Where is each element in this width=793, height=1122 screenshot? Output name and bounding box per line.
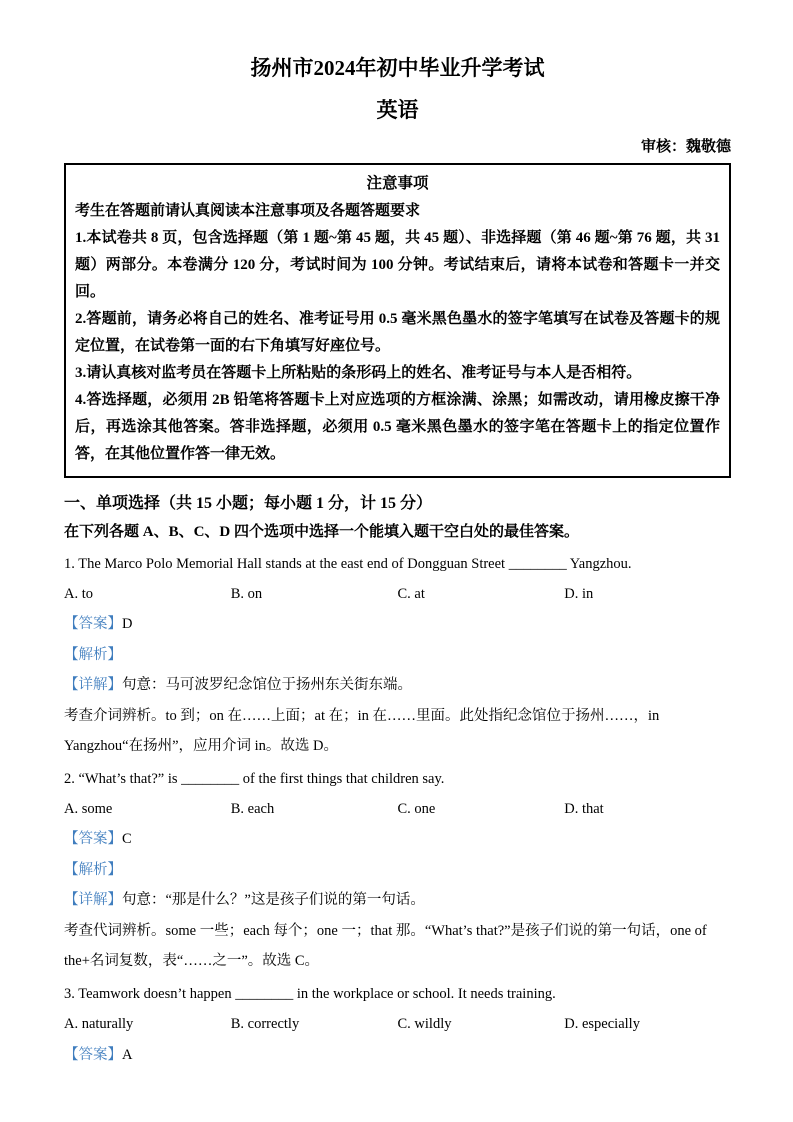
option: B. each	[230, 801, 275, 818]
option: A. to	[64, 585, 93, 602]
question-options	[64, 579, 731, 609]
explanation-text: 考查介词辨析。to 到；on 在……上面；at 在；in 在……里面。此处指纪念馆位于扬州……，in Yangzhou“在扬州”，应用介词 in。故选 D。	[64, 707, 660, 755]
question-block	[64, 549, 731, 762]
answer-row	[64, 609, 731, 639]
exam-subject: 英语	[376, 98, 419, 123]
option: C. one	[397, 801, 436, 818]
answer-value: C	[122, 831, 132, 848]
section-instruction: 在下列各题 A、B、C、D 四个选项中选择一个能填入题干空白处的最佳答案。	[64, 523, 580, 540]
questions-list	[64, 549, 731, 1070]
notice-item: 4.答选择题，必须用 2B 铅笔将答题卡上对应选项的方框涂满、涂黑；如需改动，请用橡皮擦干净后，再选涂其他答案。答非选择题，必须用 0.5 毫米黑色墨水的签字笔在答题卡上的指定位置作答，在其他位置作答一律无效。	[75, 392, 720, 463]
notice-title: 注意事项	[366, 175, 429, 193]
section-title: 一、单项选择（共 15 小题；每小题 1 分，计 15 分）	[64, 495, 433, 513]
question-stem: 3. Teamwork doesn’t happen ________ in the workplace or school. It needs training.	[64, 985, 556, 1002]
option: D. in	[564, 585, 594, 602]
option: D. that	[564, 801, 604, 818]
notice-intro: 考生在答题前请认真阅读本注意事项及各题答题要求	[75, 203, 421, 220]
notice-item: 2.答题前，请务必将自己的姓名、准考证号用 0.5 毫米黑色墨水的签字笔填写在试卷及答题卡的规定位置，在试卷第一面的右下角填写好座位号。	[75, 311, 720, 355]
option: B. on	[230, 585, 263, 602]
answer-value: A	[122, 1046, 133, 1063]
analysis-label: 【解析】	[64, 646, 122, 663]
question-block	[64, 764, 731, 977]
option: C. at	[397, 585, 425, 602]
exam-title: 扬州市2024年初中毕业升学考试	[250, 56, 545, 80]
option: D. especially	[564, 1016, 640, 1033]
detail-text: 句意：马可波罗纪念馆位于扬州东关街东端。	[122, 677, 412, 694]
detail-label: 【详解】	[64, 677, 122, 694]
notice-box	[64, 163, 731, 478]
analysis-row	[64, 640, 731, 670]
question-stem: 2. “What’s that?” is ________ of the first things that children say.	[64, 770, 445, 787]
answer-label: 【答案】	[64, 616, 122, 633]
answer-value: D	[122, 616, 133, 633]
analysis-row	[64, 855, 731, 885]
option: A. some	[64, 801, 113, 818]
answer-label: 【答案】	[64, 1046, 122, 1063]
answer-row	[64, 824, 731, 854]
detail-text: 句意：“那是什么？”这是孩子们说的第一句话。	[122, 892, 425, 909]
detail-label: 【详解】	[64, 892, 122, 909]
question-stem: 1. The Marco Polo Memorial Hall stands at the east end of Dongguan Street ________ Yangzhou.	[64, 555, 632, 572]
analysis-label: 【解析】	[64, 861, 122, 878]
question-options	[64, 794, 731, 824]
question-block	[64, 979, 731, 1070]
explanation-text: 考查代词辨析。some 一些；each 每个；one 一；that 那。“What’s that?”是孩子们说的第一句话，one of the+名词复数，表“……之一”。故选 C。	[64, 922, 707, 970]
option: C. wildly	[397, 1016, 452, 1033]
notice-item: 1.本试卷共 8 页，包含选择题（第 1 题~第 45 题，共 45 题）、非选择题（第 46 题~第 76 题，共 31 题）两部分。本卷满分 120 分，考试时间为 100 分钟。考试结束后，请将本试卷和答题卡一并交回。	[75, 230, 720, 301]
reviewer-line: 审核：魏敬德	[640, 138, 731, 155]
detail-row	[64, 670, 731, 700]
answer-row	[64, 1040, 731, 1070]
question-options	[64, 1009, 731, 1039]
option: B. correctly	[230, 1016, 300, 1033]
notice-items	[75, 225, 720, 468]
option: A. naturally	[64, 1016, 134, 1033]
detail-row	[64, 885, 731, 915]
notice-item: 3.请认真核对监考员在答题卡上所粘贴的条形码上的姓名、准考证号与本人是否相符。	[75, 365, 642, 382]
answer-label: 【答案】	[64, 831, 122, 848]
